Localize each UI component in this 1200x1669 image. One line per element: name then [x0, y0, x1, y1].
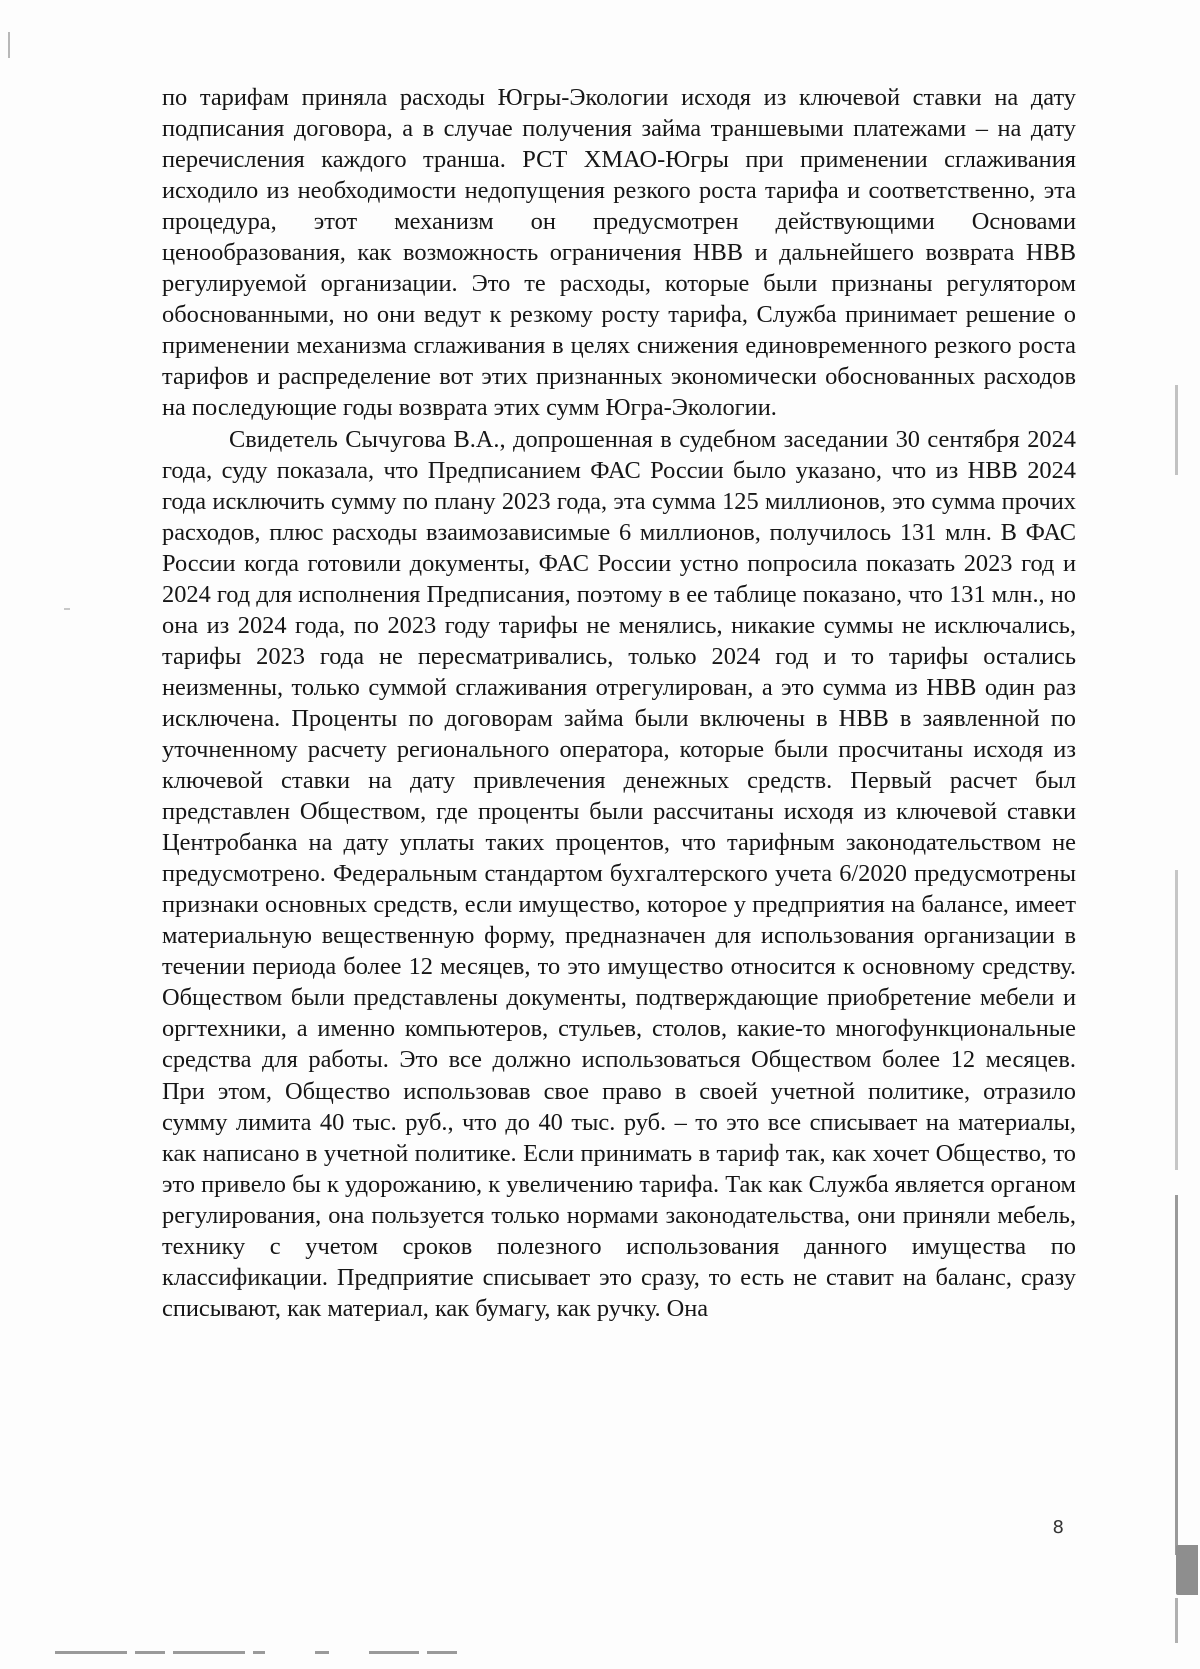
scan-bottom-edge: [55, 1651, 495, 1654]
document-body: [162, 82, 1076, 1324]
scan-edge-shadow: [1176, 1545, 1198, 1595]
scan-mark: [64, 608, 70, 610]
scan-edge-shadow: [1175, 385, 1178, 475]
scan-mark: [8, 32, 10, 58]
scan-edge-shadow: [1175, 1195, 1178, 1555]
scan-edge-shadow: [1175, 870, 1178, 1170]
scan-edge-shadow: [1175, 1598, 1178, 1643]
paragraph-2: Свидетель Сычугова В.А., допрошенная в судебном заседании 30 сентября 2024 года, суду показала, что Предписанием ФАС России было указано, что из НВВ 2024 года исключить сумму по плану 2023 года, эта сумма 125 миллионов, это сумма прочих расходов, плюс расходы взаимозависимые 6 миллионов, получилось 131 млн. В ФАС России когда готовили документы, ФАС России устно попросила показать 2023 год и 2024 год для исполнения Предписания, поэтому в ее таблице показано, что 131 млн., но она из 2024 года, по 2023 году тарифы не менялись, никакие суммы не исключались, тарифы 2023 года не пересматривались, только 2024 год и то тарифы остались неизменны, только суммой сглаживания отрегулирован, а это сумма из НВВ один раз исключена. Проценты по договорам займа были включены в НВВ в заявленной по уточненному расчету регионального оператора, которые были просчитаны исходя из ключевой ставки на дату привлечения денежных средств. Первый расчет был представлен Обществом, где проценты были рассчитаны исходя из ключевой ставки Центробанка на дату уплаты таких процентов, что тарифным законодательством не предусмотрено. Федеральным стандартом бухгалтерского учета 6/2020 предусмотрены признаки основных средств, если имущество, которое у предприятия на балансе, имеет материальную вещественную форму, предназначен для использования организации в течении периода более 12 месяцев, то это имущество относится к основному средству. Обществом были представлены документы, подтверждающие приобретение мебели и оргтехники, а именно компьютеров, стульев, столов, какие-то многофункциональные средства для работы. Это все должно использоваться Обществом более 12 месяцев. При этом, Общество использовав свое право в своей учетной политике, отразило сумму лимита 40 тыс. руб., что до 40 тыс. руб. – то это все списывает на материалы, как написано в учетной политике. Если принимать в тариф так, как хочет Общество, то это привело бы к удорожанию, к увеличению тарифа. Так как Служба является органом регулирования, она пользуется только нормами законодательства, они приняли мебель, технику с учетом сроков полезного использования данного имущества по классификации. Предприятие списывает это сразу, то есть не ставит на баланс, сразу списывают, как материал, как бумагу, как ручку. Она: [162, 425, 1076, 1322]
paragraph-1: по тарифам приняла расходы Югры-Экологии исходя из ключевой ставки на дату подписания договора, а в случае получения займа траншевыми платежами – на дату перечисления каждого транша. РСТ ХМАО-Югры при применении сглаживания исходило из необходимости недопущения резкого роста тарифа и соответственно, эта процедура, этот механизм он предусмотрен действующими Основами ценообразования, как возможность ограничения НВВ и дальнейшего возврата НВВ регулируемой организации. Это те расходы, которые были признаны регулятором обоснованными, но они ведут к резкому росту тарифа, Служба принимает решение о применении механизма сглаживания в целях снижения единовременного резкого роста тарифов и распределение вот этих признанных экономически обоснованных расходов на последующие годы возврата этих сумм Югра-Экологии.: [162, 84, 1076, 422]
page-number: 8: [1052, 1517, 1064, 1538]
